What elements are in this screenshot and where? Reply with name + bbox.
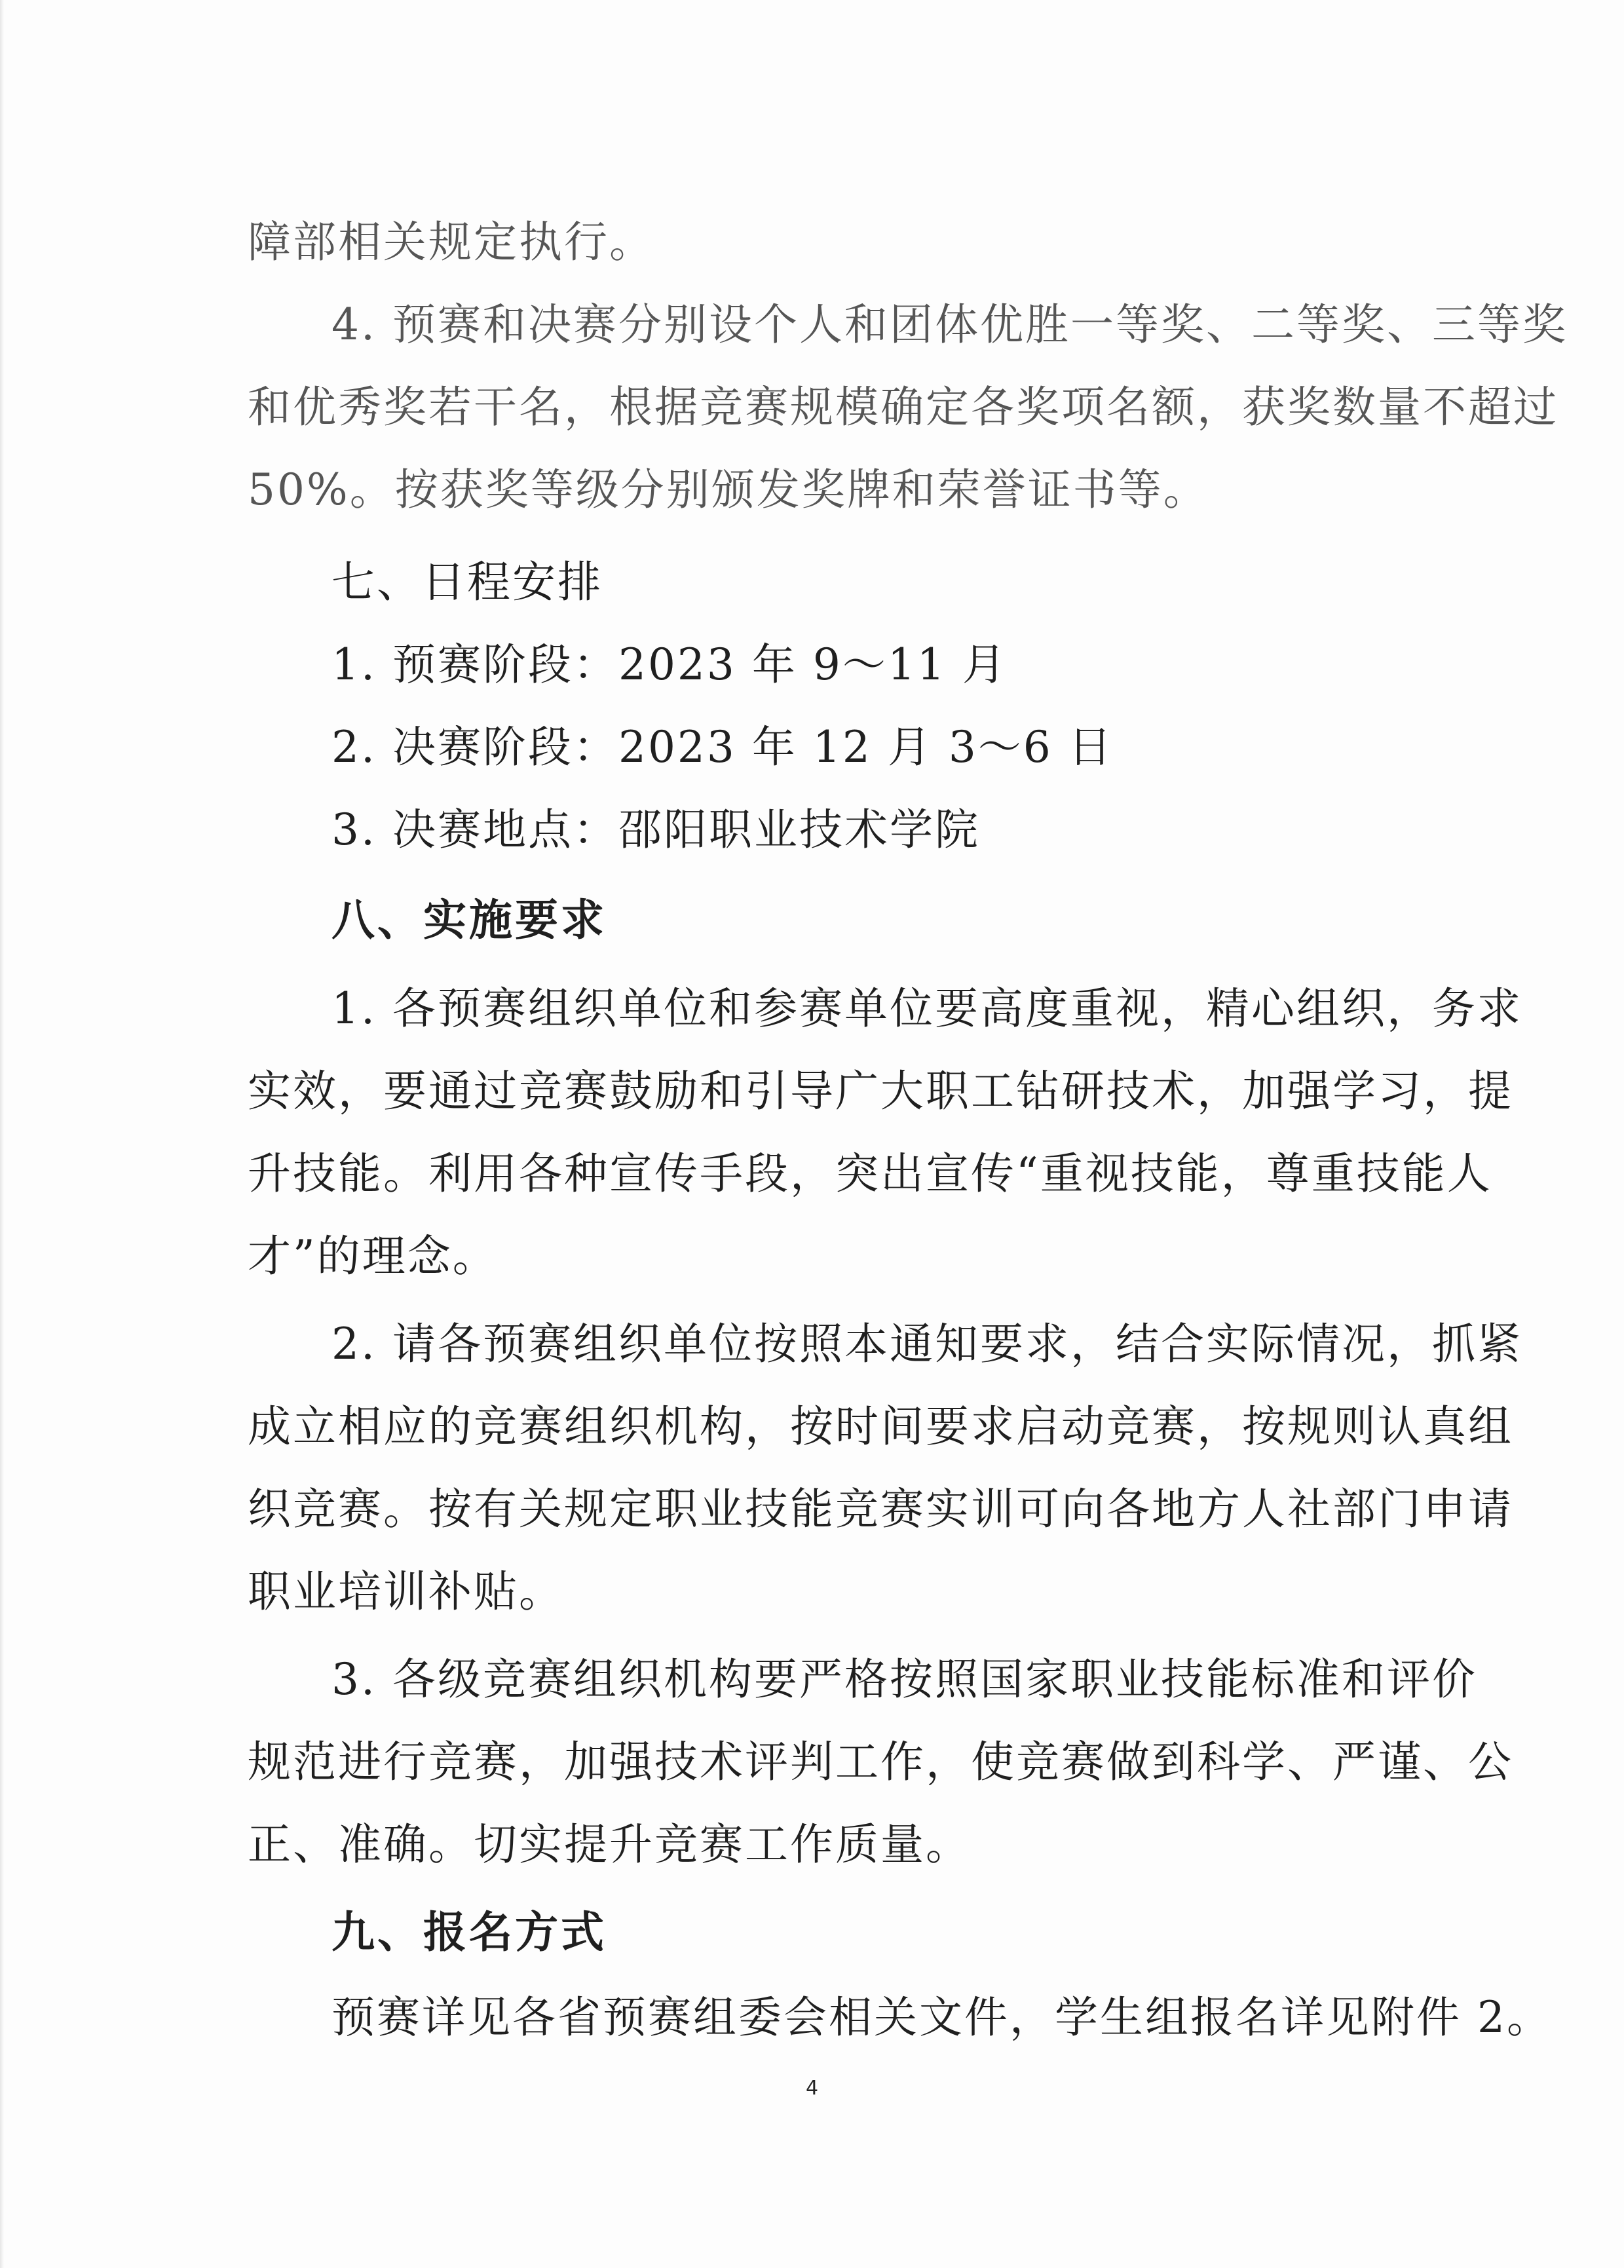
paragraph-line: 规范进行竞赛，加强技术评判工作，使竞赛做到科学、严谨、公 bbox=[248, 1737, 1513, 1787]
paragraph-line: 升技能。利用各种宣传手段，突出宣传“重视技能，尊重技能人 bbox=[248, 1148, 1492, 1199]
scan-edge bbox=[0, 0, 4, 2268]
paragraph-line: 织竞赛。按有关规定职业技能竞赛实训可向各地方人社部门申请 bbox=[248, 1484, 1513, 1534]
schedule-item: 1. 预赛阶段：2023 年 9～11 月 bbox=[331, 639, 1008, 690]
paragraph-line: 和优秀奖若干名，根据竞赛规模确定各奖项名额，获奖数量不超过 bbox=[248, 382, 1558, 432]
paragraph-line: 正、准确。切实提升竞赛工作质量。 bbox=[248, 1819, 971, 1870]
paragraph-line: 50%。按获奖等级分别颁发奖牌和荣誉证书等。 bbox=[248, 464, 1209, 515]
schedule-item: 3. 决赛地点：邵阳职业技术学院 bbox=[331, 804, 980, 855]
paragraph-line: 实效，要通过竞赛鼓励和引导广大职工钻研技术，加强学习，提 bbox=[248, 1066, 1513, 1116]
paragraph-line: 成立相应的竞赛组织机构，按时间要求启动竞赛，按规则认真组 bbox=[248, 1401, 1513, 1452]
paragraph-line: 4. 预赛和决赛分别设个人和团体优胜一等奖、二等奖、三等奖 bbox=[331, 299, 1568, 350]
paragraph-line: 1. 各预赛组织单位和参赛单位要高度重视，精心组织，务求 bbox=[331, 983, 1522, 1034]
paragraph-line: 预赛详见各省预赛组委会相关文件，学生组报名详见附件 2。 bbox=[331, 1992, 1552, 2043]
section-heading-registration: 九、报名方式 bbox=[331, 1906, 607, 1957]
section-heading-schedule: 七、日程安排 bbox=[331, 557, 603, 607]
section-heading-requirements: 八、实施要求 bbox=[331, 894, 607, 945]
page-number: 4 bbox=[805, 2077, 819, 2100]
paragraph-line: 障部相关规定执行。 bbox=[248, 217, 654, 267]
schedule-item: 2. 决赛阶段：2023 年 12 月 3～6 日 bbox=[331, 722, 1114, 772]
paragraph-line: 3. 各级竞赛组织机构要严格按照国家职业技能标准和评价 bbox=[331, 1654, 1477, 1705]
paragraph-line: 2. 请各预赛组织单位按照本通知要求，结合实际情况，抓紧 bbox=[331, 1319, 1522, 1369]
paragraph-line: 才”的理念。 bbox=[248, 1231, 498, 1281]
paragraph-line: 职业培训补贴。 bbox=[248, 1566, 564, 1617]
